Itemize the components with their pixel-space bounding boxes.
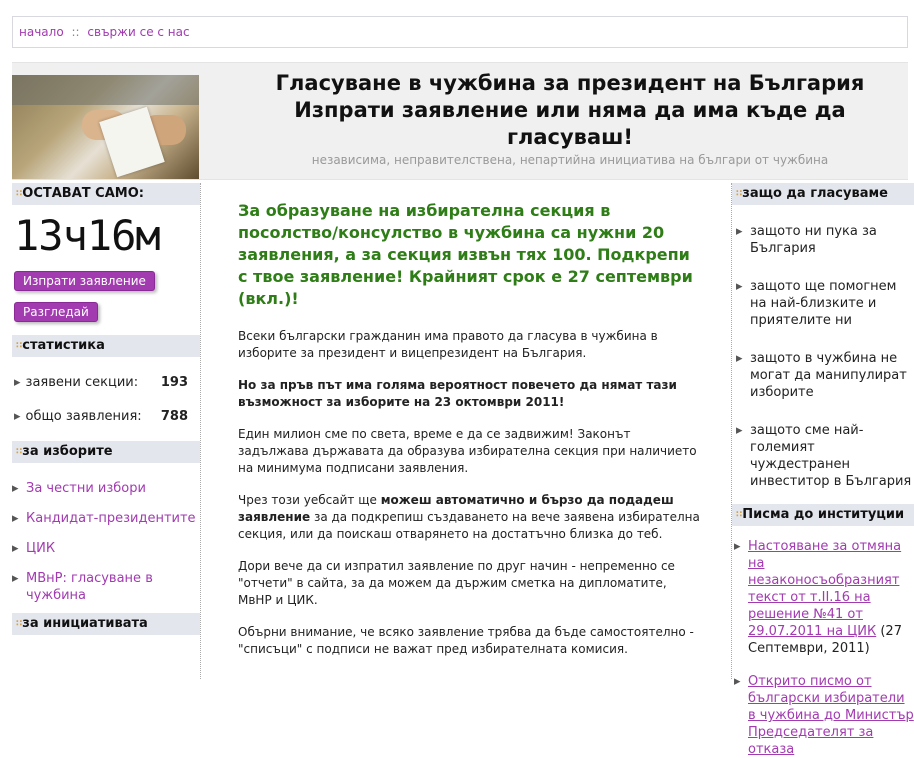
countdown-timer: 13ч16м — [14, 211, 160, 260]
stat-label: ▸ общо заявления: — [14, 409, 142, 424]
stat-label: ▸ заявени секции: — [14, 375, 138, 390]
site-title — [240, 70, 900, 151]
why-item: ▸ защото в чужбина не могат да манипулират изборите — [732, 350, 914, 401]
letter-link[interactable]: Открито писмо от български избиратели в чужбина до Министър Председателят за отказа — [748, 674, 914, 757]
paragraph: Всеки български гражданин има правото да гласува в чужбина в изборите за президент и вицепрезидент на България. — [238, 329, 658, 360]
link-fair-elections[interactable]: ▸ За честни избори — [12, 480, 200, 497]
left-sidebar — [12, 183, 201, 679]
site-subtitle: независима, неправителствена, непартийна инициатива на българи от чужбина — [311, 153, 829, 167]
lead-callout: За образуване на избирателна секция в посолство/консулство в чужбина са нужни 20 заявления, а за секция извън тях 100. Подкрепи с твое заявление! Крайният срок е 27 септември (вкл.)! — [238, 201, 693, 308]
bullet-dots-icon: ∷ — [736, 510, 742, 520]
stats-heading: ∷статистика — [12, 335, 200, 357]
letter-item — [732, 538, 914, 657]
letter-item — [732, 673, 914, 758]
elections-heading: ∷за изборите — [12, 441, 200, 463]
initiative-heading: ∷за инициативата — [12, 613, 200, 635]
stat-row — [12, 375, 200, 390]
send-application-button[interactable]: Изпрати заявление — [14, 271, 155, 291]
bullet-dots-icon: ∷ — [16, 447, 22, 457]
link-candidates[interactable]: ▸ Кандидат-президентите — [12, 510, 200, 527]
link-mfa-voting[interactable]: ▸ МВнР: гласуване в чужбина — [12, 570, 200, 604]
stat-row — [12, 409, 200, 424]
why-item: ▸ защото ще помогнем на най-близките и приятелите ни — [732, 278, 914, 329]
main-content — [238, 200, 700, 673]
paragraph-emphasis: Но за пръв път има голяма вероятност повечето да нямат тази възможност за изборите на 23 октомври 2011! — [238, 378, 677, 409]
letters-heading: ∷Писма до институции — [732, 504, 914, 526]
nav-separator: :: — [71, 25, 80, 39]
header-photo — [12, 75, 199, 179]
nav-home-link[interactable]: начало — [19, 25, 64, 39]
site-title-line2: Изпрати заявление или няма да има къде да гласуваш! — [294, 98, 846, 149]
bullet-dots-icon: ∷ — [16, 619, 22, 629]
stat-value: 193 — [160, 375, 188, 390]
browse-button[interactable]: Разгледай — [14, 302, 98, 322]
top-navigation — [12, 16, 908, 48]
right-sidebar — [731, 183, 914, 757]
site-title-line1: Гласуване в чужбина за президент на България — [275, 71, 865, 95]
paragraph: Дори вече да си изпратил заявление по друг начин - непременно се "отчети" в сайта, за да можем да държим сметка на дипломатите, МвНР и ЦИК. — [238, 559, 675, 607]
letter-link[interactable]: Настояване за отмяна на незаконосъобразният текст от т.II.16 на решение №41 от 29.07.2011 на ЦИК — [748, 539, 902, 639]
paragraph-website: Чрез този уебсайт ще можеш автоматично и бързо да подадеш заявление за да подкрепиш създаването на вече заявена избирателна секция, или да поискаш отварянето на достатъчно близка до теб. — [238, 493, 700, 541]
bullet-dots-icon: ∷ — [736, 189, 742, 199]
nav-contact-link[interactable]: свържи се с нас — [87, 25, 190, 39]
why-item: ▸ защото сме най-големият чуждестранен инвеститор в България — [732, 422, 914, 490]
link-cik[interactable]: ▸ ЦИК — [12, 540, 200, 557]
bullet-dots-icon: ∷ — [16, 341, 22, 351]
bullet-dots-icon: ∷ — [16, 189, 22, 199]
why-vote-heading: ∷защо да гласуваме — [732, 183, 914, 205]
paragraph: Един милион сме по света, време е да се задвижим! Законът задължава държавата да образува избирателна секция при наличието на минимума подписани заявления. — [238, 427, 697, 475]
letter-date: (27 Септември, 2011) — [748, 624, 902, 656]
why-item: ▸ защото ни пука за България — [732, 223, 914, 257]
paragraph: Обърни внимание, че всяко заявление трябва да бъде самостоятелно - "списъци" с подписи не важат пред избирателната комисия. — [238, 625, 694, 656]
stat-value: 788 — [160, 409, 188, 424]
countdown-heading: ∷ОСТАВАТ САМО: — [12, 183, 200, 205]
